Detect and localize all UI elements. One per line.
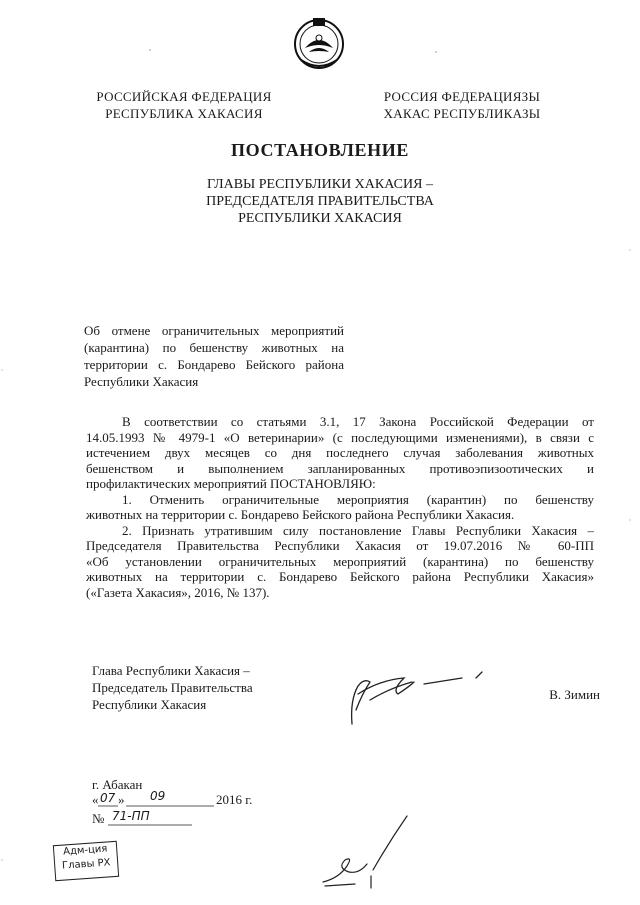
paragraph-preamble [86, 414, 594, 492]
role-line3: Республики Хакасия [92, 697, 207, 712]
date-line [92, 789, 292, 808]
number-handwritten: 71-ПП [112, 809, 150, 823]
header-right-line1: РОССИЯ ФЕДЕРАЦИЯЗЫ [383, 89, 541, 104]
item2-line1: 2. Признать утратившим силу постановление Главы Республики Хакасия – [122, 522, 594, 538]
role-line1: Глава Республики Хакасия – [92, 663, 250, 678]
preamble-line3: истечением двух месяцев со дня последнего случая заболевания животных [86, 445, 594, 460]
document-subject [84, 322, 344, 390]
item1-line2: животных на территории с. Бондарево Бейского района Республики Хакасия. [86, 507, 515, 522]
header-left-line1: РОССИЙСКАЯ ФЕДЕРАЦИЯ [96, 89, 272, 104]
item1-line1: 1. Отменить ограничительные мероприятия (карантин) по бешенству [122, 491, 594, 507]
item2-line3: «Об установлении ограничительных мероприятий (карантина) по бешенству [86, 553, 594, 569]
preamble-line4: бешенством и выполнением запланированных противоэпизоотических и [86, 460, 594, 476]
registration-stamp [53, 841, 119, 881]
date-day-handwritten: 07 [100, 791, 116, 805]
item2-line2: Председателя Правительства Республики Хакасия от 19.07.2016 № 60-ПП [86, 538, 594, 553]
number-underline [92, 811, 192, 827]
handwritten-signature [340, 660, 500, 730]
header-khakas [374, 88, 550, 122]
item2-line5: («Газета Хакасия», 2016, № 137). [86, 584, 270, 600]
header-right-line2: ХАКАС РЕСПУБЛИКАЗЫ [383, 106, 541, 121]
subject-line1: Об отмене ограничительных мероприятий [84, 323, 344, 338]
subject-line3: территории с. Бондарево Бейского района [84, 357, 344, 372]
signatory-role [92, 662, 292, 713]
document-body [86, 414, 594, 600]
date-underlines [92, 792, 222, 808]
stamp-line2: Главы РХ [61, 857, 111, 872]
subtitle-line2: ПРЕДСЕДАТЕЛЯ ПРАВИТЕЛЬСТВА [206, 194, 434, 209]
number-line [92, 811, 212, 827]
role-line2: Председатель Правительства [92, 680, 253, 695]
date-year: 2016 г. [216, 792, 253, 807]
date-month-handwritten: 09 [150, 789, 166, 803]
subject-line4: Республики Хакасия [84, 374, 199, 389]
header-russian [86, 88, 282, 122]
paragraph-item-2 [86, 523, 594, 601]
document-subtitle [170, 176, 470, 227]
subtitle-line3: РЕСПУБЛИКИ ХАКАСИЯ [238, 211, 402, 226]
date-close-quote: » [118, 792, 125, 807]
stamp-line1: Адм-ция [62, 843, 108, 858]
preamble-line1: В соответствии со статьями 3.1, 17 Закона Российской Федерации от [122, 414, 594, 429]
signatory-name: В. Зимин [549, 687, 600, 702]
number-sign: № [92, 811, 105, 826]
document-title: ПОСТАНОВЛЕНИЕ [231, 140, 409, 160]
subject-line2: (карантина) по бешенству животных на [84, 340, 344, 355]
subtitle-line1: ГЛАВЫ РЕСПУБЛИКИ ХАКАСИЯ – [207, 177, 433, 192]
place-of-issue: г. Абакан [92, 777, 143, 792]
item2-line4: животных на территории с. Бондарево Бейского района Республики Хакасия» [86, 569, 594, 584]
preamble-line5: профилактических мероприятий ПОСТАНОВЛЯЮ: [86, 476, 376, 491]
header-left-line2: РЕСПУБЛИКА ХАКАСИЯ [105, 106, 263, 121]
date-open-quote: « [92, 792, 99, 807]
coat-of-arms-emblem [291, 14, 347, 70]
preamble-line2: 14.05.1993 № 4979-1 «О ветеринарии» (с последующими изменениями), в связи с [86, 429, 594, 445]
paragraph-item-1 [86, 492, 594, 523]
approval-visa-signature [315, 812, 415, 892]
